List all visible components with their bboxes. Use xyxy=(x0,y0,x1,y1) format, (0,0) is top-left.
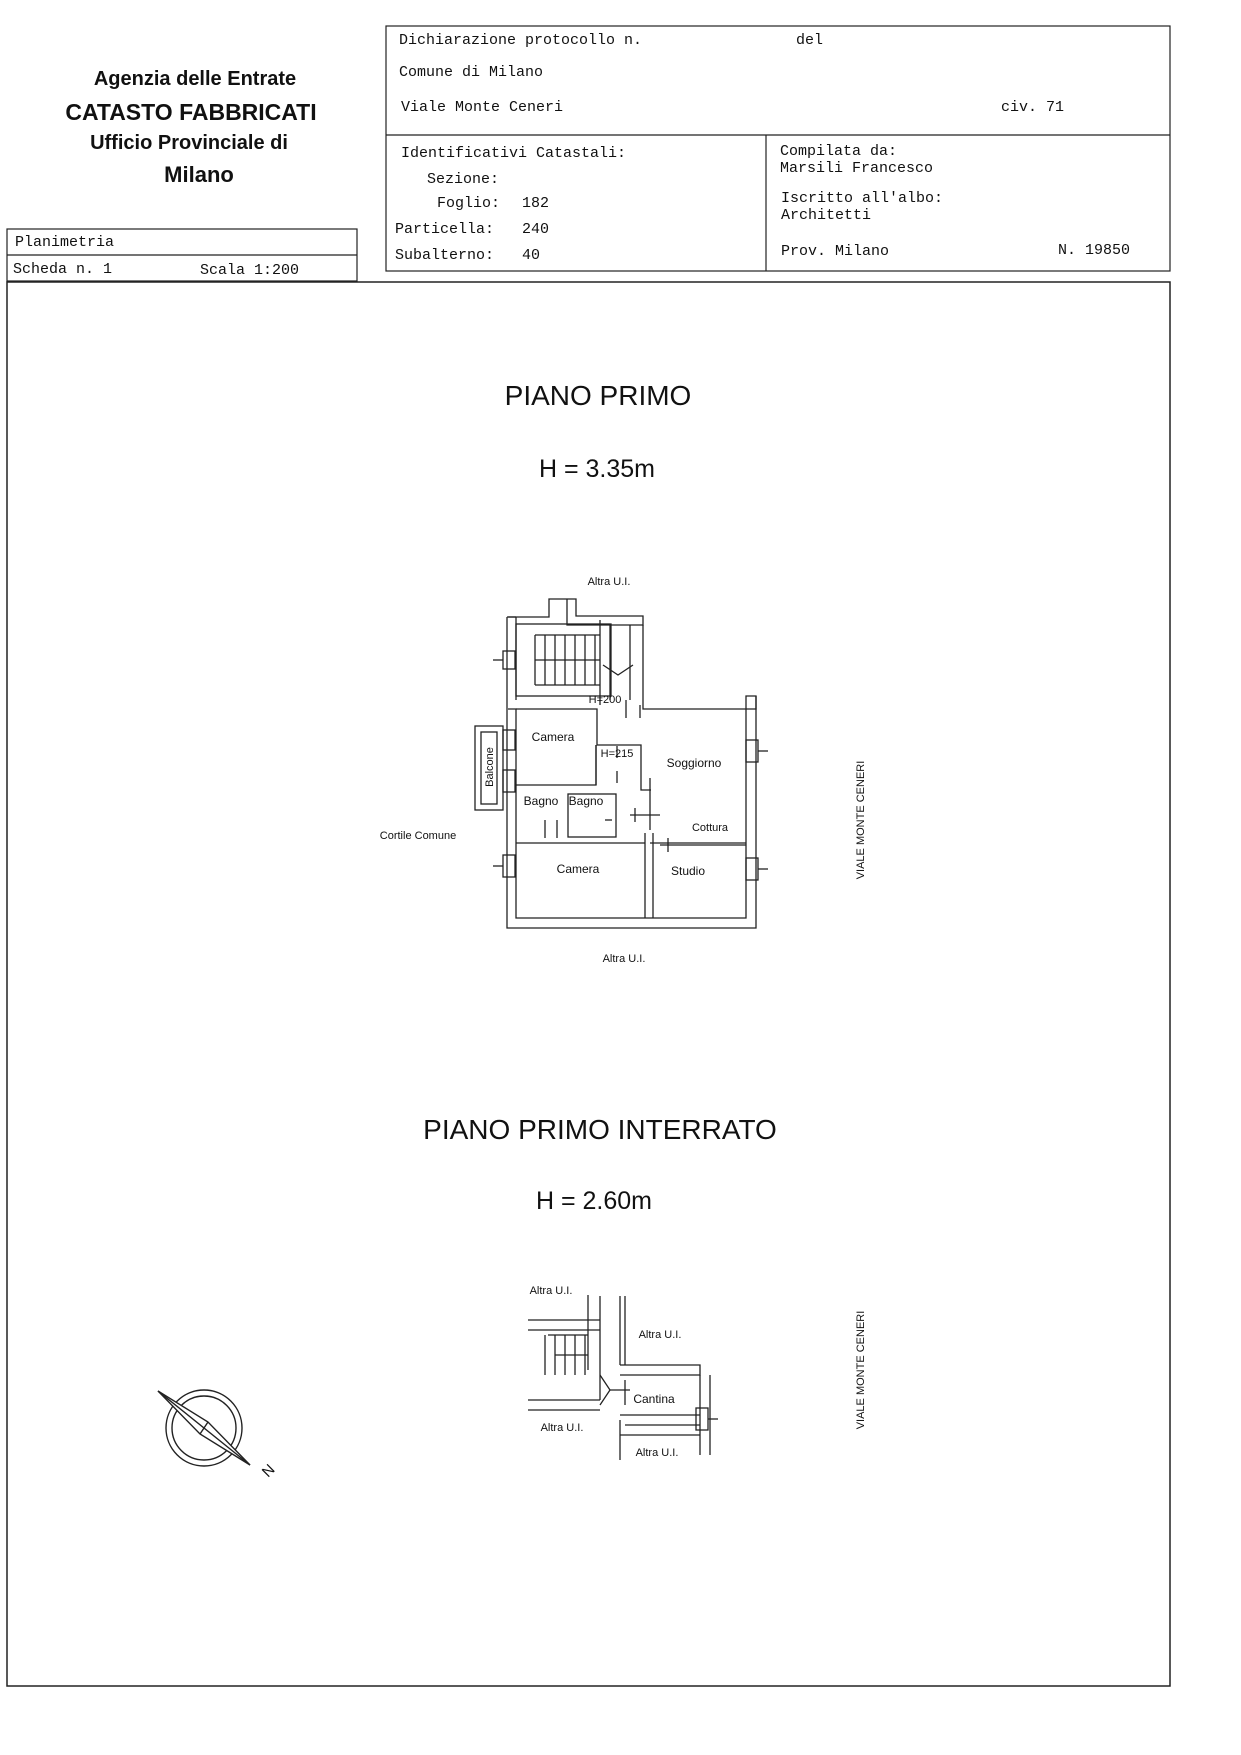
compiler-name: Marsili Francesco xyxy=(780,160,934,177)
floor2-height: H = 2.60m xyxy=(535,1187,653,1215)
altra-ui-2: Altra U.I. xyxy=(638,1329,682,1341)
foglio-value: 182 xyxy=(522,195,550,212)
floor1-titles xyxy=(505,380,692,483)
street-label-2: VIALE MONTE CENERI xyxy=(855,1310,867,1430)
sheet-type: Planimetria xyxy=(15,234,115,251)
camera-label-2: Camera xyxy=(556,862,600,876)
floor1-plan xyxy=(475,599,768,928)
cellar-window xyxy=(696,1408,708,1430)
altra-ui-4: Altra U.I. xyxy=(635,1447,679,1459)
office-name: Ufficio Provinciale di xyxy=(90,132,288,154)
cortile-comune-label: Cortile Comune xyxy=(379,830,457,842)
protocol-date-label: del xyxy=(796,32,824,49)
office-city: Milano xyxy=(164,162,234,187)
camera-label-1: Camera xyxy=(531,730,575,744)
particella-label: Particella: xyxy=(395,221,495,238)
compiler-province: Prov. Milano xyxy=(781,243,890,260)
albo-value: Architetti xyxy=(781,207,872,224)
sheet-number: Scheda n. 1 xyxy=(13,261,113,278)
h215-label: H=215 xyxy=(600,748,634,760)
header-texts xyxy=(395,32,1130,264)
particella-value: 240 xyxy=(522,221,550,238)
north-label: N xyxy=(258,1461,279,1481)
civic-number: civ. 71 xyxy=(1001,99,1065,116)
address: Viale Monte Ceneri xyxy=(401,99,564,116)
subalterno-value: 40 xyxy=(522,247,541,264)
agency-name: Agenzia delle Entrate xyxy=(93,68,297,90)
protocol-label: Dichiarazione protocollo n. xyxy=(399,32,643,49)
sheet-scale: Scala 1:200 xyxy=(200,262,300,279)
window-left-mid xyxy=(503,770,515,792)
h200-label: H=200 xyxy=(588,694,622,706)
catastal-title: Identificativi Catastali: xyxy=(401,145,627,162)
balcone-label: Balcone xyxy=(484,747,496,787)
window-left-bottom xyxy=(503,855,515,877)
sheet-info-texts xyxy=(13,234,299,279)
soggiorno-label: Soggiorno xyxy=(666,756,722,770)
compiler-registration-number: N. 19850 xyxy=(1058,242,1131,259)
floor2-labels xyxy=(530,1285,867,1459)
cottura-label: Cottura xyxy=(691,822,729,834)
altra-ui-bottom: Altra U.I. xyxy=(602,953,646,965)
floor1-height: H = 3.35m xyxy=(538,455,656,483)
altra-ui-3: Altra U.I. xyxy=(540,1422,584,1434)
floor2-plan xyxy=(528,1295,718,1460)
agency-block xyxy=(65,68,316,187)
compiler-label: Compilata da: xyxy=(780,143,898,160)
street-label-1: VIALE MONTE CENERI xyxy=(855,760,867,880)
altra-ui-top: Altra U.I. xyxy=(587,576,631,588)
north-arrow-icon xyxy=(158,1390,250,1466)
window-left-top xyxy=(503,730,515,750)
sezione-label: Sezione: xyxy=(427,171,500,188)
drawing-frame xyxy=(7,282,1170,1686)
studio-label: Studio xyxy=(670,864,706,878)
cantina-label: Cantina xyxy=(633,1392,675,1406)
registry-title: CATASTO FABBRICATI xyxy=(65,99,317,125)
albo-label: Iscritto all'albo: xyxy=(781,190,944,207)
bagno-label-1: Bagno xyxy=(523,794,559,808)
window-stair xyxy=(503,651,515,669)
foglio-label: Foglio: xyxy=(437,195,501,212)
floor1-labels xyxy=(380,576,867,965)
comune: Comune di Milano xyxy=(399,64,544,81)
bagno-label-2: Bagno xyxy=(568,794,604,808)
floor1-title: PIANO PRIMO xyxy=(504,380,692,411)
floor2-titles xyxy=(423,1114,777,1215)
floor2-title: PIANO PRIMO INTERRATO xyxy=(423,1114,777,1145)
subalterno-label: Subalterno: xyxy=(395,247,495,264)
altra-ui-1: Altra U.I. xyxy=(529,1285,573,1297)
